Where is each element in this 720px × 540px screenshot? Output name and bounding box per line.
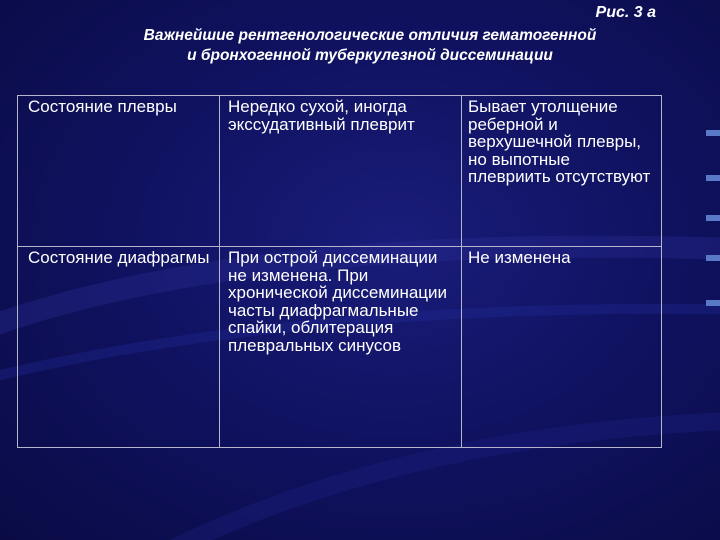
slide-title [60,26,680,66]
title-line-1: Важнейшие рентгенологические отличия гематогенной [143,27,597,44]
table-cell-hematogenous: Нередко сухой, иногда экссудативный плеврит [220,96,462,247]
decor-bar [706,255,720,261]
figure-label: Рис. 3 а [595,4,656,21]
table-cell-hematogenous: При острой диссеминации не изменена. При хронической диссеминации часты диафрагмальные спайки, облитерация плевральных синусов [220,247,462,448]
title-line-2: и бронхогенной туберкулезной диссеминации [187,47,553,64]
table-cell-bronchogenic: Бывает утолщение реберной и верхушечной плевры, но выпотные плевриить отсутствуют [462,96,662,247]
decor-bar [706,215,720,221]
comparison-table [17,95,662,448]
table-cell-feature: Состояние диафрагмы [18,247,220,448]
decor-bar [706,130,720,136]
decor-bar [706,175,720,181]
decor-bar [706,300,720,306]
table-row [18,96,662,247]
table-cell-feature: Состояние плевры [18,96,220,247]
table-cell-bronchogenic: Не изменена [462,247,662,448]
table-row [18,247,662,448]
